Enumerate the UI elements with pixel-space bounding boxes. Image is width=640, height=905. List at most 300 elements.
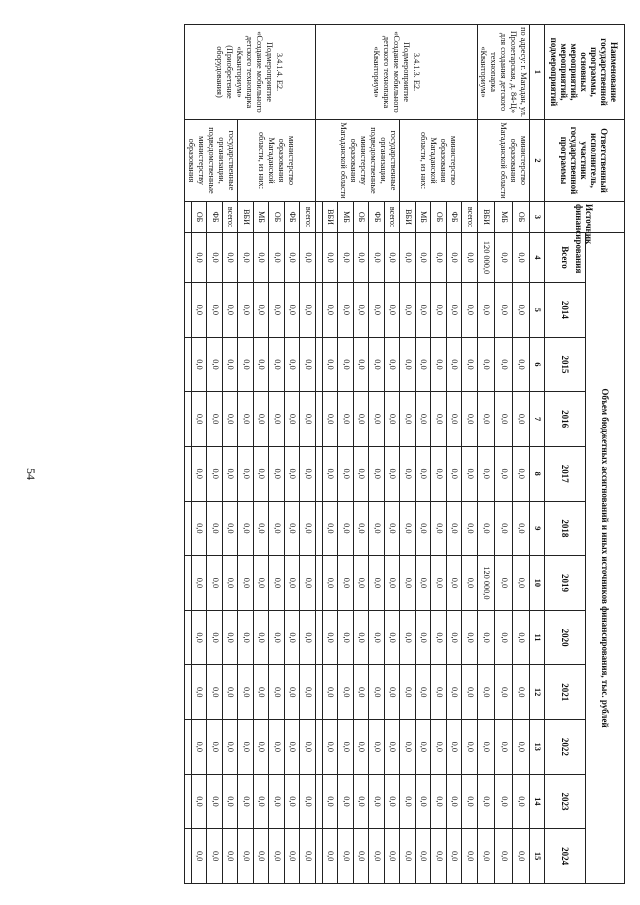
year-value-cell: 0,0 bbox=[323, 392, 339, 447]
year-value-cell: 0,0 bbox=[323, 283, 339, 338]
total-value-cell: 0,0 bbox=[338, 233, 354, 283]
year-value-cell: 0,0 bbox=[431, 774, 447, 829]
year-value-cell: 0,0 bbox=[338, 610, 354, 665]
year-value-cell: 0,0 bbox=[207, 501, 223, 556]
empty-cell bbox=[316, 720, 323, 775]
year-value-cell: 0,0 bbox=[300, 829, 316, 884]
year-value-cell: 0,0 bbox=[369, 556, 385, 611]
source-cell: всего: bbox=[223, 202, 239, 233]
year-value-cell: 0,0 bbox=[416, 556, 432, 611]
year-value-cell: 0,0 bbox=[269, 501, 285, 556]
year-value-cell: 0,0 bbox=[400, 392, 416, 447]
source-cell: ФБ bbox=[207, 202, 223, 233]
column-number: 7 bbox=[530, 392, 545, 447]
year-value-cell: 0,0 bbox=[447, 774, 463, 829]
header-year: 2024 bbox=[545, 829, 586, 884]
year-value-cell: 0,0 bbox=[338, 392, 354, 447]
source-cell: ВБИ bbox=[400, 202, 416, 233]
year-value-cell: 0,0 bbox=[300, 610, 316, 665]
total-value-cell: 0,0 bbox=[269, 233, 285, 283]
year-value-cell: 0,0 bbox=[354, 665, 370, 720]
empty-cell bbox=[185, 610, 192, 665]
year-value-cell: 0,0 bbox=[431, 501, 447, 556]
year-value-cell: 0,0 bbox=[385, 610, 401, 665]
empty-cell bbox=[185, 720, 192, 775]
year-value-cell: 0,0 bbox=[323, 337, 339, 392]
year-value-cell: 0,0 bbox=[238, 829, 254, 884]
year-value-cell: 0,0 bbox=[431, 446, 447, 501]
responsible-cell: государственные организации, подведомственные министерству образования bbox=[185, 120, 239, 202]
year-value-cell: 0,0 bbox=[300, 665, 316, 720]
year-value-cell: 0,0 bbox=[354, 720, 370, 775]
year-value-cell: 0,0 bbox=[354, 283, 370, 338]
source-cell: ОБ bbox=[431, 202, 447, 233]
year-value-cell: 0,0 bbox=[400, 556, 416, 611]
year-value-cell: 0,0 bbox=[269, 337, 285, 392]
year-value-cell: 0,0 bbox=[285, 610, 301, 665]
year-value-cell: 0,0 bbox=[478, 829, 495, 884]
empty-cell bbox=[316, 337, 323, 392]
year-value-cell: 0,0 bbox=[495, 337, 512, 392]
header-year: 2022 bbox=[545, 720, 586, 775]
year-value-cell: 0,0 bbox=[447, 283, 463, 338]
year-value-cell: 0,0 bbox=[495, 446, 512, 501]
year-value-cell: 0,0 bbox=[192, 392, 208, 447]
source-cell: МБ bbox=[338, 202, 354, 233]
year-value-cell: 0,0 bbox=[223, 665, 239, 720]
total-value-cell: 0,0 bbox=[323, 233, 339, 283]
year-value-cell: 0,0 bbox=[495, 392, 512, 447]
year-value-cell: 0,0 bbox=[447, 556, 463, 611]
year-value-cell: 0,0 bbox=[300, 556, 316, 611]
empty-cell bbox=[185, 337, 192, 392]
year-value-cell: 0,0 bbox=[269, 774, 285, 829]
year-value-cell: 0,0 bbox=[495, 610, 512, 665]
year-value-cell: 0,0 bbox=[447, 392, 463, 447]
year-value-cell: 0,0 bbox=[192, 337, 208, 392]
year-value-cell: 0,0 bbox=[223, 610, 239, 665]
source-cell: МБ bbox=[254, 202, 270, 233]
year-value-cell: 0,0 bbox=[447, 610, 463, 665]
source-cell: ОБ bbox=[269, 202, 285, 233]
year-value-cell: 0,0 bbox=[478, 774, 495, 829]
year-value-cell: 0,0 bbox=[338, 337, 354, 392]
year-value-cell: 0,0 bbox=[223, 501, 239, 556]
year-value-cell: 0,0 bbox=[323, 829, 339, 884]
year-value-cell: 0,0 bbox=[354, 392, 370, 447]
year-value-cell: 0,0 bbox=[323, 774, 339, 829]
year-value-cell: 0,0 bbox=[300, 446, 316, 501]
year-value-cell: 0,0 bbox=[495, 665, 512, 720]
header-name: Наименование государственной программы, основных мероприятий, мероприятий, подмероприятий bbox=[545, 25, 625, 120]
year-value-cell: 0,0 bbox=[478, 720, 495, 775]
year-value-cell: 0,0 bbox=[447, 446, 463, 501]
year-value-cell: 0,0 bbox=[478, 337, 495, 392]
column-number: 11 bbox=[530, 610, 545, 665]
year-value-cell: 0,0 bbox=[354, 556, 370, 611]
empty-cell bbox=[185, 556, 192, 611]
year-value-cell: 0,0 bbox=[223, 720, 239, 775]
year-value-cell: 120 000,0 bbox=[478, 556, 495, 611]
responsible-cell: государственные организации, подведомственные министерству образования Магаданской области bbox=[316, 120, 401, 202]
year-value-cell: 0,0 bbox=[447, 501, 463, 556]
responsible-cell: министерство образования Магаданской области, из них: bbox=[238, 120, 316, 202]
header-volume: Объем бюджетных ассигнований и иных источников финансирования, тыс. рублей bbox=[586, 233, 625, 884]
year-value-cell: 0,0 bbox=[431, 392, 447, 447]
column-number: 1 bbox=[530, 25, 545, 120]
year-value-cell: 0,0 bbox=[207, 720, 223, 775]
year-value-cell: 0,0 bbox=[223, 446, 239, 501]
year-value-cell: 0,0 bbox=[447, 337, 463, 392]
header-responsible: Ответственный исполнитель, участник государственной программы bbox=[545, 120, 625, 202]
column-number: 9 bbox=[530, 501, 545, 556]
year-value-cell: 0,0 bbox=[447, 720, 463, 775]
empty-cell bbox=[185, 202, 192, 233]
responsible-cell: министерство образования Магаданской области, из них: bbox=[400, 120, 478, 202]
source-cell: ФБ bbox=[369, 202, 385, 233]
year-value-cell: 0,0 bbox=[338, 501, 354, 556]
year-value-cell: 0,0 bbox=[207, 337, 223, 392]
measure-name-cell: 3.4.1.4. Е2. Подмероприятие «Создание мобильного детского технопарка «Кванториум» (Приобретение оборудования) bbox=[185, 25, 316, 120]
year-value-cell: 0,0 bbox=[478, 665, 495, 720]
year-value-cell: 0,0 bbox=[354, 610, 370, 665]
year-value-cell: 0,0 bbox=[223, 774, 239, 829]
year-value-cell: 0,0 bbox=[400, 720, 416, 775]
year-value-cell: 0,0 bbox=[354, 337, 370, 392]
year-value-cell: 0,0 bbox=[285, 665, 301, 720]
year-value-cell: 0,0 bbox=[338, 283, 354, 338]
year-value-cell: 0,0 bbox=[385, 337, 401, 392]
source-cell: ФБ bbox=[285, 202, 301, 233]
year-value-cell: 0,0 bbox=[385, 501, 401, 556]
year-value-cell: 0,0 bbox=[269, 446, 285, 501]
year-value-cell: 0,0 bbox=[323, 446, 339, 501]
year-value-cell: 0,0 bbox=[338, 720, 354, 775]
year-value-cell: 0,0 bbox=[512, 392, 529, 447]
empty-cell bbox=[185, 665, 192, 720]
year-value-cell: 0,0 bbox=[462, 774, 478, 829]
year-value-cell: 0,0 bbox=[254, 774, 270, 829]
header-year: 2018 bbox=[545, 501, 586, 556]
year-value-cell: 0,0 bbox=[385, 392, 401, 447]
column-number: 13 bbox=[530, 720, 545, 775]
empty-cell bbox=[185, 392, 192, 447]
year-value-cell: 0,0 bbox=[354, 774, 370, 829]
year-value-cell: 0,0 bbox=[223, 556, 239, 611]
year-value-cell: 0,0 bbox=[369, 337, 385, 392]
year-value-cell: 0,0 bbox=[369, 829, 385, 884]
year-value-cell: 0,0 bbox=[285, 829, 301, 884]
year-value-cell: 0,0 bbox=[495, 501, 512, 556]
year-value-cell: 0,0 bbox=[462, 337, 478, 392]
source-cell: ВБИ bbox=[238, 202, 254, 233]
year-value-cell: 0,0 bbox=[478, 283, 495, 338]
year-value-cell: 0,0 bbox=[285, 774, 301, 829]
empty-cell bbox=[316, 665, 323, 720]
year-value-cell: 0,0 bbox=[192, 446, 208, 501]
year-value-cell: 0,0 bbox=[254, 446, 270, 501]
year-value-cell: 0,0 bbox=[369, 501, 385, 556]
header-year: 2014 bbox=[545, 283, 586, 338]
year-value-cell: 0,0 bbox=[416, 501, 432, 556]
year-value-cell: 0,0 bbox=[495, 283, 512, 338]
year-value-cell: 0,0 bbox=[323, 665, 339, 720]
empty-cell bbox=[316, 829, 323, 884]
year-value-cell: 0,0 bbox=[400, 446, 416, 501]
year-value-cell: 0,0 bbox=[385, 665, 401, 720]
year-value-cell: 0,0 bbox=[462, 665, 478, 720]
year-value-cell: 0,0 bbox=[462, 283, 478, 338]
year-value-cell: 0,0 bbox=[269, 720, 285, 775]
table-row bbox=[462, 25, 478, 884]
year-value-cell: 0,0 bbox=[192, 501, 208, 556]
year-value-cell: 0,0 bbox=[207, 392, 223, 447]
year-value-cell: 0,0 bbox=[285, 283, 301, 338]
column-number: 6 bbox=[530, 337, 545, 392]
year-value-cell: 0,0 bbox=[323, 610, 339, 665]
table-body bbox=[185, 25, 530, 884]
empty-cell bbox=[185, 233, 192, 283]
year-value-cell: 0,0 bbox=[300, 720, 316, 775]
year-value-cell: 0,0 bbox=[300, 774, 316, 829]
source-cell: всего: bbox=[462, 202, 478, 233]
year-value-cell: 0,0 bbox=[254, 556, 270, 611]
source-cell: ОБ bbox=[354, 202, 370, 233]
year-value-cell: 0,0 bbox=[416, 446, 432, 501]
total-value-cell: 0,0 bbox=[416, 233, 432, 283]
year-value-cell: 0,0 bbox=[238, 501, 254, 556]
year-value-cell: 0,0 bbox=[238, 774, 254, 829]
year-value-cell: 0,0 bbox=[369, 720, 385, 775]
year-value-cell: 0,0 bbox=[269, 392, 285, 447]
year-value-cell: 0,0 bbox=[431, 829, 447, 884]
header-year: 2023 bbox=[545, 774, 586, 829]
total-value-cell: 0,0 bbox=[369, 233, 385, 283]
empty-cell bbox=[316, 202, 323, 233]
empty-cell bbox=[185, 283, 192, 338]
total-value-cell: 0,0 bbox=[207, 233, 223, 283]
year-value-cell: 0,0 bbox=[238, 720, 254, 775]
year-value-cell: 0,0 bbox=[269, 829, 285, 884]
year-value-cell: 0,0 bbox=[223, 829, 239, 884]
year-value-cell: 0,0 bbox=[495, 556, 512, 611]
year-value-cell: 0,0 bbox=[207, 829, 223, 884]
column-number: 10 bbox=[530, 556, 545, 611]
column-number: 3 bbox=[530, 202, 545, 233]
year-value-cell: 0,0 bbox=[400, 337, 416, 392]
year-value-cell: 0,0 bbox=[462, 392, 478, 447]
source-cell: ФБ bbox=[447, 202, 463, 233]
total-value-cell: 0,0 bbox=[300, 233, 316, 283]
year-value-cell: 0,0 bbox=[416, 392, 432, 447]
year-value-cell: 0,0 bbox=[238, 283, 254, 338]
year-value-cell: 0,0 bbox=[338, 774, 354, 829]
year-value-cell: 0,0 bbox=[269, 283, 285, 338]
year-value-cell: 0,0 bbox=[369, 283, 385, 338]
table-row bbox=[300, 25, 316, 884]
year-value-cell: 0,0 bbox=[207, 610, 223, 665]
year-value-cell: 0,0 bbox=[462, 610, 478, 665]
year-value-cell: 0,0 bbox=[447, 829, 463, 884]
year-value-cell: 0,0 bbox=[285, 392, 301, 447]
empty-cell bbox=[185, 774, 192, 829]
empty-cell bbox=[316, 774, 323, 829]
year-value-cell: 0,0 bbox=[207, 556, 223, 611]
year-value-cell: 0,0 bbox=[369, 610, 385, 665]
column-number: 5 bbox=[530, 283, 545, 338]
year-value-cell: 0,0 bbox=[512, 283, 529, 338]
year-value-cell: 0,0 bbox=[354, 829, 370, 884]
total-value-cell: 0,0 bbox=[238, 233, 254, 283]
total-value-cell: 0,0 bbox=[223, 233, 239, 283]
year-value-cell: 0,0 bbox=[400, 501, 416, 556]
year-value-cell: 0,0 bbox=[338, 556, 354, 611]
year-value-cell: 0,0 bbox=[238, 337, 254, 392]
year-value-cell: 0,0 bbox=[254, 337, 270, 392]
year-value-cell: 0,0 bbox=[323, 501, 339, 556]
column-number: 4 bbox=[530, 233, 545, 283]
header-year: 2021 bbox=[545, 665, 586, 720]
year-value-cell: 0,0 bbox=[285, 446, 301, 501]
empty-cell bbox=[316, 446, 323, 501]
year-value-cell: 0,0 bbox=[192, 665, 208, 720]
year-value-cell: 0,0 bbox=[512, 501, 529, 556]
year-value-cell: 0,0 bbox=[400, 829, 416, 884]
year-value-cell: 0,0 bbox=[223, 283, 239, 338]
measure-name-cell: 3.4.1.3. Е2. Подмероприятие «Создание мобильного детского технопарка «Кванториум» bbox=[316, 25, 478, 120]
total-value-cell: 0,0 bbox=[400, 233, 416, 283]
year-value-cell: 0,0 bbox=[400, 774, 416, 829]
source-cell: ОБ bbox=[512, 202, 529, 233]
year-value-cell: 0,0 bbox=[207, 774, 223, 829]
column-number: 15 bbox=[530, 829, 545, 884]
year-value-cell: 0,0 bbox=[385, 446, 401, 501]
year-value-cell: 0,0 bbox=[478, 392, 495, 447]
year-value-cell: 0,0 bbox=[223, 392, 239, 447]
year-value-cell: 0,0 bbox=[478, 446, 495, 501]
year-value-cell: 0,0 bbox=[192, 720, 208, 775]
header-year: 2015 bbox=[545, 337, 586, 392]
year-value-cell: 0,0 bbox=[207, 283, 223, 338]
year-value-cell: 0,0 bbox=[462, 501, 478, 556]
year-value-cell: 0,0 bbox=[495, 774, 512, 829]
year-value-cell: 0,0 bbox=[447, 665, 463, 720]
year-value-cell: 0,0 bbox=[416, 665, 432, 720]
year-value-cell: 0,0 bbox=[269, 665, 285, 720]
header-year: 2017 bbox=[545, 446, 586, 501]
financing-table bbox=[184, 24, 625, 884]
year-value-cell: 0,0 bbox=[512, 720, 529, 775]
year-value-cell: 0,0 bbox=[385, 829, 401, 884]
year-value-cell: 0,0 bbox=[369, 446, 385, 501]
year-value-cell: 0,0 bbox=[385, 774, 401, 829]
year-value-cell: 0,0 bbox=[300, 392, 316, 447]
source-cell: ВБИ bbox=[323, 202, 339, 233]
rotated-page bbox=[165, 24, 625, 884]
total-value-cell: 0,0 bbox=[354, 233, 370, 283]
year-value-cell: 0,0 bbox=[238, 665, 254, 720]
year-value-cell: 0,0 bbox=[512, 610, 529, 665]
year-value-cell: 0,0 bbox=[192, 774, 208, 829]
year-value-cell: 0,0 bbox=[416, 610, 432, 665]
year-value-cell: 0,0 bbox=[495, 829, 512, 884]
empty-cell bbox=[316, 283, 323, 338]
year-value-cell: 0,0 bbox=[512, 665, 529, 720]
year-value-cell: 0,0 bbox=[354, 501, 370, 556]
empty-cell bbox=[316, 610, 323, 665]
column-number: 12 bbox=[530, 665, 545, 720]
year-value-cell: 0,0 bbox=[285, 556, 301, 611]
year-value-cell: 0,0 bbox=[385, 283, 401, 338]
empty-cell bbox=[185, 829, 192, 884]
year-value-cell: 0,0 bbox=[207, 665, 223, 720]
year-value-cell: 0,0 bbox=[369, 665, 385, 720]
year-value-cell: 0,0 bbox=[238, 556, 254, 611]
year-value-cell: 0,0 bbox=[416, 283, 432, 338]
year-value-cell: 0,0 bbox=[462, 556, 478, 611]
year-value-cell: 0,0 bbox=[300, 283, 316, 338]
empty-cell bbox=[316, 501, 323, 556]
year-value-cell: 0,0 bbox=[478, 610, 495, 665]
source-cell: ВБИ bbox=[478, 202, 495, 233]
page-number: 54 bbox=[24, 468, 38, 480]
responsible-cell: министерство образования Магаданской области bbox=[478, 120, 530, 202]
table-row bbox=[512, 25, 529, 884]
year-value-cell: 0,0 bbox=[495, 720, 512, 775]
total-value-cell: 0,0 bbox=[512, 233, 529, 283]
measure-name-cell: по адресу: г. Магадан, ул. Пролетарская, д. 84-Ц» для создания детского технопарка «Кванториум» bbox=[478, 25, 530, 120]
source-cell: МБ bbox=[495, 202, 512, 233]
empty-cell bbox=[316, 392, 323, 447]
year-value-cell: 0,0 bbox=[254, 392, 270, 447]
year-value-cell: 0,0 bbox=[385, 556, 401, 611]
empty-cell bbox=[185, 446, 192, 501]
year-value-cell: 0,0 bbox=[254, 610, 270, 665]
year-value-cell: 0,0 bbox=[269, 610, 285, 665]
empty-cell bbox=[185, 501, 192, 556]
column-number: 14 bbox=[530, 774, 545, 829]
source-cell: МБ bbox=[416, 202, 432, 233]
year-value-cell: 0,0 bbox=[192, 556, 208, 611]
total-value-cell: 0,0 bbox=[285, 233, 301, 283]
year-value-cell: 0,0 bbox=[300, 501, 316, 556]
year-value-cell: 0,0 bbox=[400, 610, 416, 665]
table-row bbox=[385, 25, 401, 884]
header-source: Источник финансирования bbox=[545, 202, 625, 233]
year-value-cell: 0,0 bbox=[192, 610, 208, 665]
year-value-cell: 0,0 bbox=[400, 283, 416, 338]
year-value-cell: 0,0 bbox=[512, 556, 529, 611]
total-value-cell: 0,0 bbox=[495, 233, 512, 283]
year-value-cell: 0,0 bbox=[338, 446, 354, 501]
total-value-cell: 0,0 bbox=[447, 233, 463, 283]
total-value-cell: 120 000,0 bbox=[478, 233, 495, 283]
year-value-cell: 0,0 bbox=[416, 829, 432, 884]
table-row bbox=[223, 25, 239, 884]
year-value-cell: 0,0 bbox=[323, 720, 339, 775]
total-value-cell: 0,0 bbox=[462, 233, 478, 283]
year-value-cell: 0,0 bbox=[254, 501, 270, 556]
year-value-cell: 0,0 bbox=[285, 720, 301, 775]
year-value-cell: 0,0 bbox=[431, 337, 447, 392]
source-cell: всего: bbox=[385, 202, 401, 233]
year-value-cell: 0,0 bbox=[431, 720, 447, 775]
source-cell: ОБ bbox=[192, 202, 208, 233]
total-value-cell: 0,0 bbox=[192, 233, 208, 283]
year-value-cell: 0,0 bbox=[192, 283, 208, 338]
year-value-cell: 0,0 bbox=[416, 720, 432, 775]
year-value-cell: 0,0 bbox=[478, 501, 495, 556]
